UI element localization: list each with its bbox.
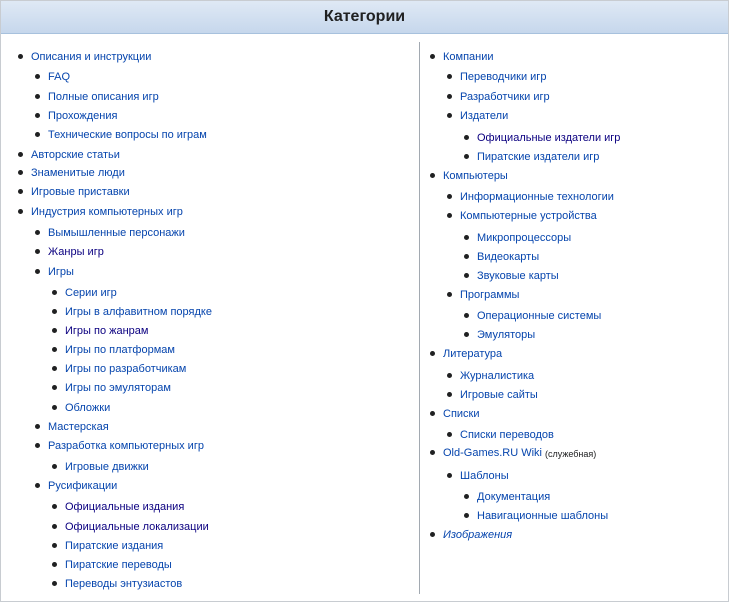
bullet-icon: [430, 173, 435, 178]
bullet-icon: [52, 309, 57, 314]
category-link[interactable]: Переводчики игр: [460, 71, 547, 83]
category-link[interactable]: Мастерская: [48, 421, 109, 433]
category-link[interactable]: Игры по разработчикам: [65, 363, 187, 375]
bullet-icon: [447, 113, 452, 118]
category-link[interactable]: Разработка компьютерных игр: [48, 440, 204, 452]
bullet-icon: [464, 273, 469, 278]
bullet-icon: [18, 152, 23, 157]
category-link[interactable]: Русификации: [48, 480, 118, 492]
bullet-icon: [430, 411, 435, 416]
category-link[interactable]: Прохождения: [48, 110, 118, 122]
bullet-icon: [464, 332, 469, 337]
bullet-icon: [464, 494, 469, 499]
bullet-icon: [52, 562, 57, 567]
category-link[interactable]: Списки переводов: [460, 429, 554, 441]
category-link[interactable]: Компании: [443, 51, 494, 63]
category-link[interactable]: Операционные системы: [477, 310, 602, 322]
category-link[interactable]: Игровые приставки: [31, 186, 130, 198]
category-link[interactable]: Компьютеры: [443, 170, 508, 182]
category-link[interactable]: Технические вопросы по играм: [48, 129, 207, 141]
category-link[interactable]: Игры: [48, 266, 74, 278]
category-link[interactable]: Документация: [477, 491, 551, 503]
category-link[interactable]: Издатели: [460, 110, 509, 122]
bullet-icon: [430, 351, 435, 356]
category-link[interactable]: Игровые сайты: [460, 389, 538, 401]
category-link[interactable]: Описания и инструкции: [31, 51, 152, 63]
bullet-icon: [464, 513, 469, 518]
bullet-icon: [464, 135, 469, 140]
category-link[interactable]: Звуковые карты: [477, 270, 559, 282]
bullet-icon: [35, 94, 40, 99]
category-link[interactable]: Официальные издания: [65, 501, 185, 513]
category-link[interactable]: Игры по платформам: [65, 344, 175, 356]
category-link[interactable]: Микропроцессоры: [477, 232, 572, 244]
category-link[interactable]: Жанры игр: [48, 246, 104, 258]
column-divider: [419, 42, 420, 594]
bullet-icon: [35, 443, 40, 448]
bullet-icon: [447, 473, 452, 478]
categories-header: [1, 1, 728, 34]
bullet-icon: [35, 230, 40, 235]
category-link[interactable]: Серии игр: [65, 287, 117, 299]
category-link[interactable]: Обложки: [65, 402, 111, 414]
bullet-icon: [52, 524, 57, 529]
category-link[interactable]: Официальные локализации: [65, 521, 209, 533]
bullet-icon: [52, 385, 57, 390]
bullet-icon: [447, 74, 452, 79]
category-link[interactable]: Компьютерные устройства: [460, 210, 597, 222]
bullet-icon: [430, 54, 435, 59]
bullet-icon: [52, 504, 57, 509]
bullet-icon: [447, 373, 452, 378]
category-link[interactable]: Журналистика: [460, 370, 535, 382]
bullet-icon: [35, 132, 40, 137]
category-link[interactable]: Видеокарты: [477, 251, 540, 263]
bullet-icon: [464, 235, 469, 240]
category-link[interactable]: Пиратские переводы: [65, 559, 172, 571]
bullet-icon: [447, 94, 452, 99]
category-link[interactable]: Игры по жанрам: [65, 325, 149, 337]
bullet-icon: [35, 483, 40, 488]
bullet-icon: [52, 543, 57, 548]
category-link[interactable]: Шаблоны: [460, 470, 509, 482]
category-link[interactable]: Списки: [443, 408, 480, 420]
category-link[interactable]: Old-Games.RU Wiki: [443, 447, 543, 459]
bullet-icon: [447, 392, 452, 397]
category-link[interactable]: Игры в алфавитном порядке: [65, 306, 212, 318]
bullet-icon: [430, 450, 435, 455]
bullet-icon: [18, 189, 23, 194]
category-link[interactable]: Навигационные шаблоны: [477, 510, 609, 522]
category-link[interactable]: Игровые движки: [65, 461, 149, 473]
bullet-icon: [52, 290, 57, 295]
bullet-icon: [464, 313, 469, 318]
category-link[interactable]: Авторские статьи: [31, 149, 120, 161]
category-link[interactable]: Официальные издатели игр: [477, 132, 621, 144]
category-link[interactable]: Программы: [460, 289, 520, 301]
bullet-icon: [430, 532, 435, 537]
category-link[interactable]: Переводы энтузиастов: [65, 578, 183, 590]
bullet-icon: [52, 464, 57, 469]
page-title: Категории: [323, 8, 406, 25]
category-link[interactable]: Пиратские издатели игр: [477, 151, 600, 163]
bullet-icon: [35, 249, 40, 254]
bullet-icon: [18, 209, 23, 214]
category-link[interactable]: Индустрия компьютерных игр: [31, 206, 183, 218]
category-link[interactable]: Информационные технологии: [460, 191, 614, 203]
bullet-icon: [447, 432, 452, 437]
bullet-icon: [52, 347, 57, 352]
category-link[interactable]: Литература: [443, 348, 503, 360]
bullet-icon: [35, 113, 40, 118]
bullet-icon: [52, 405, 57, 410]
category-note: (служебная): [545, 449, 597, 459]
bullet-icon: [35, 269, 40, 274]
bullet-icon: [52, 581, 57, 586]
category-link[interactable]: Вымышленные персонажи: [48, 227, 185, 239]
bullet-icon: [18, 170, 23, 175]
bullet-icon: [464, 254, 469, 259]
category-link[interactable]: FAQ: [48, 71, 71, 83]
bullet-icon: [35, 74, 40, 79]
bullet-icon: [447, 292, 452, 297]
category-link[interactable]: Пиратские издания: [65, 540, 164, 552]
bullet-icon: [52, 366, 57, 371]
bullet-icon: [447, 213, 452, 218]
bullet-icon: [52, 328, 57, 333]
category-link[interactable]: Полные описания игр: [48, 91, 159, 103]
bullet-icon: [464, 154, 469, 159]
category-link[interactable]: Знаменитые люди: [31, 167, 125, 179]
bullet-icon: [18, 54, 23, 59]
category-link[interactable]: Эмуляторы: [477, 329, 536, 341]
category-link[interactable]: Разработчики игр: [460, 91, 550, 103]
bullet-icon: [35, 424, 40, 429]
bullet-icon: [447, 194, 452, 199]
category-link[interactable]: Изображения: [443, 529, 513, 541]
category-link[interactable]: Игры по эмуляторам: [65, 382, 171, 394]
